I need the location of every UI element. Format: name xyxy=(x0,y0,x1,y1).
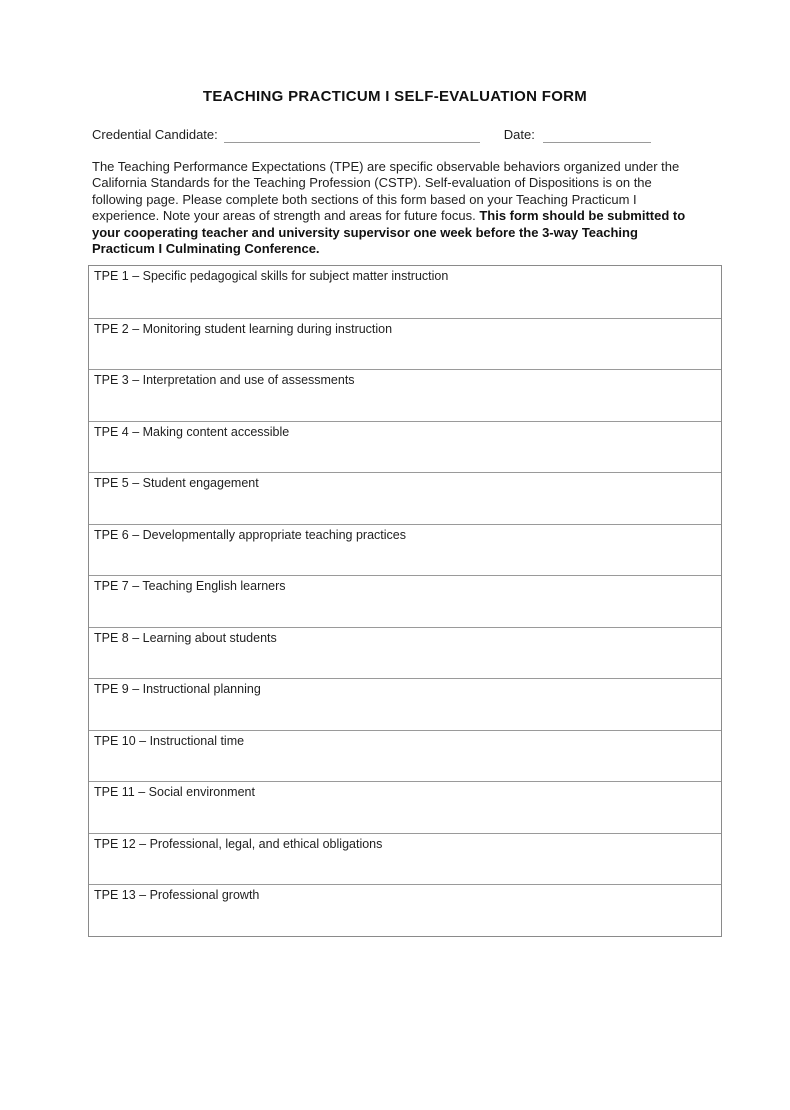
tpe-row-label: TPE 4 – Making content accessible xyxy=(94,424,290,439)
tpe-response-area[interactable] xyxy=(89,594,721,627)
tpe-row-8 xyxy=(89,627,721,679)
date-input-line[interactable] xyxy=(543,126,651,143)
tpe-row-9 xyxy=(89,678,721,730)
date-label: Date: xyxy=(503,127,535,142)
tpe-response-area[interactable] xyxy=(89,646,721,679)
tpe-row-12 xyxy=(89,833,721,885)
tpe-response-area[interactable] xyxy=(89,903,721,936)
tpe-row-label: TPE 12 – Professional, legal, and ethical obligations xyxy=(94,836,383,851)
tpe-response-area[interactable] xyxy=(89,852,721,885)
tpe-table xyxy=(88,265,722,937)
tpe-response-area[interactable] xyxy=(89,800,721,833)
tpe-response-area[interactable] xyxy=(89,491,721,524)
tpe-response-area[interactable] xyxy=(89,388,721,421)
tpe-row-label: TPE 13 – Professional growth xyxy=(94,888,260,903)
tpe-row-label: TPE 8 – Learning about students xyxy=(94,630,277,645)
document-page xyxy=(0,88,790,1110)
tpe-row-4 xyxy=(89,421,721,473)
credential-candidate-label: Credential Candidate: xyxy=(92,127,218,142)
tpe-row-label: TPE 10 – Instructional time xyxy=(94,733,245,748)
tpe-row-label: TPE 7 – Teaching English learners xyxy=(94,579,286,594)
intro-normal-text: The Teaching Performance Expectations (TPE) are specific observable behaviors organized under the California Standards for the Teaching Profession (CSTP). Self-evaluation of Dispositions is on the following page. Please complete both sections of this form based on your Teaching Practicum I experience. Note your areas of strength and areas for future focus. xyxy=(92,159,680,224)
header-fields-row xyxy=(92,126,660,143)
tpe-row-label: TPE 5 – Student engagement xyxy=(94,476,259,491)
tpe-row-7 xyxy=(89,575,721,627)
tpe-response-area[interactable] xyxy=(89,284,721,318)
tpe-row-13 xyxy=(89,884,721,936)
tpe-row-5 xyxy=(89,472,721,524)
credential-candidate-input-line[interactable] xyxy=(224,126,480,143)
tpe-response-area[interactable] xyxy=(89,543,721,576)
intro-bold-text: This form should be submitted to your cooperating teacher and university supervisor one week before the 3-way Teaching Practicum I Culminating Conference. xyxy=(92,208,686,257)
tpe-response-area[interactable] xyxy=(89,749,721,782)
tpe-row-label: TPE 6 – Developmentally appropriate teaching practices xyxy=(94,527,406,542)
tpe-row-label: TPE 9 – Instructional planning xyxy=(94,682,261,697)
tpe-row-3 xyxy=(89,369,721,421)
tpe-response-area[interactable] xyxy=(89,697,721,730)
tpe-response-area[interactable] xyxy=(89,337,721,370)
tpe-row-label: TPE 1 – Specific pedagogical skills for subject matter instruction xyxy=(94,269,449,284)
tpe-row-2 xyxy=(89,318,721,370)
tpe-row-10 xyxy=(89,730,721,782)
intro-paragraph xyxy=(92,159,690,257)
tpe-row-1 xyxy=(89,266,721,318)
tpe-row-label: TPE 2 – Monitoring student learning during instruction xyxy=(94,321,393,336)
page-title: TEACHING PRACTICUM I SELF-EVALUATION FORM xyxy=(202,88,588,105)
tpe-row-label: TPE 11 – Social environment xyxy=(94,785,255,800)
tpe-response-area[interactable] xyxy=(89,440,721,473)
tpe-row-11 xyxy=(89,781,721,833)
tpe-row-label: TPE 3 – Interpretation and use of assessments xyxy=(94,373,355,388)
tpe-row-6 xyxy=(89,524,721,576)
